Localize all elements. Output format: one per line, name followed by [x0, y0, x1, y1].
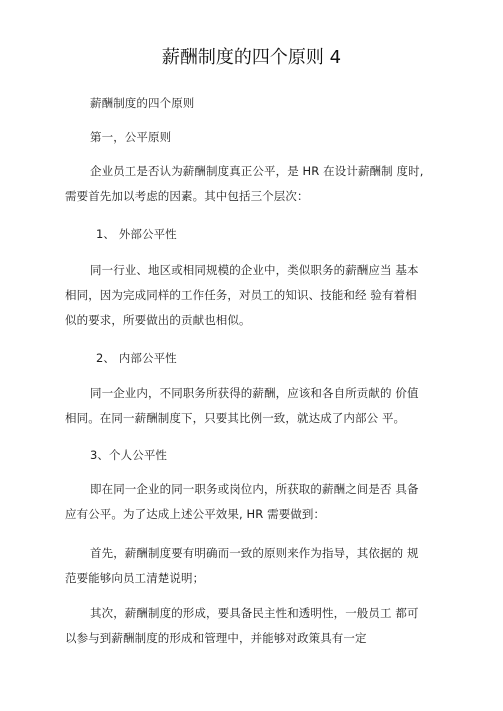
paragraph-line: 以参与到薪酬制度的形成和管理中，并能够对政策具有一定 [65, 631, 367, 645]
list-heading-individual-fairness: 3、个人公平性 [90, 448, 168, 462]
paragraph-line: 其次，薪酬制度的形成，要具备民主性和透明性，一般员工 都可 [90, 606, 419, 620]
paragraph-line: 似的要求，所要做出的贡献也相似。 [65, 313, 251, 327]
paragraph-line: 范要能够向员工清楚说明； [65, 571, 205, 585]
paragraph-line: 同一行业、地区或相同规模的企业中，类似职务的薪酬应当 基本 [90, 263, 419, 277]
paragraph-line: 同一企业内，不同职务所获得的薪酬，应该和各自所贡献的 价值 [90, 386, 419, 400]
paragraph-line: 即在同一企业的同一职务或岗位内，所获取的薪酬之间是否 具备 [90, 482, 419, 496]
paragraph-line: 相同，因为完成同样的工作任务，对员工的知识、技能和经 验有着相 [65, 288, 417, 302]
paragraph-line: 应有公平。为了达成上述公平效果, HR 需要做到： [65, 507, 326, 521]
paragraph-line: 企业员工是否认为薪酬制度真正公平，是 HR 在设计薪酬制 度时, [90, 164, 424, 178]
section-heading-fairness: 第一，公平原则 [90, 130, 172, 144]
list-heading-internal-fairness: 2、 内部公平性 [96, 351, 177, 365]
document-subtitle: 薪酬制度的四个原则 [90, 96, 195, 110]
paragraph-line: 需要首先加以考虑的因素。其中包括三个层次： [65, 189, 309, 203]
document-title: 薪酬制度的四个原则 4 [161, 47, 342, 68]
paragraph-line: 首先，薪酬制度要有明确而一致的原则来作为指导，其依据的 规 [90, 546, 419, 560]
list-heading-external-fairness: 1、 外部公平性 [96, 227, 177, 241]
paragraph-line: 相同。在同一薪酬制度下，只要其比例一致，就达成了内部公 平。 [65, 411, 406, 425]
